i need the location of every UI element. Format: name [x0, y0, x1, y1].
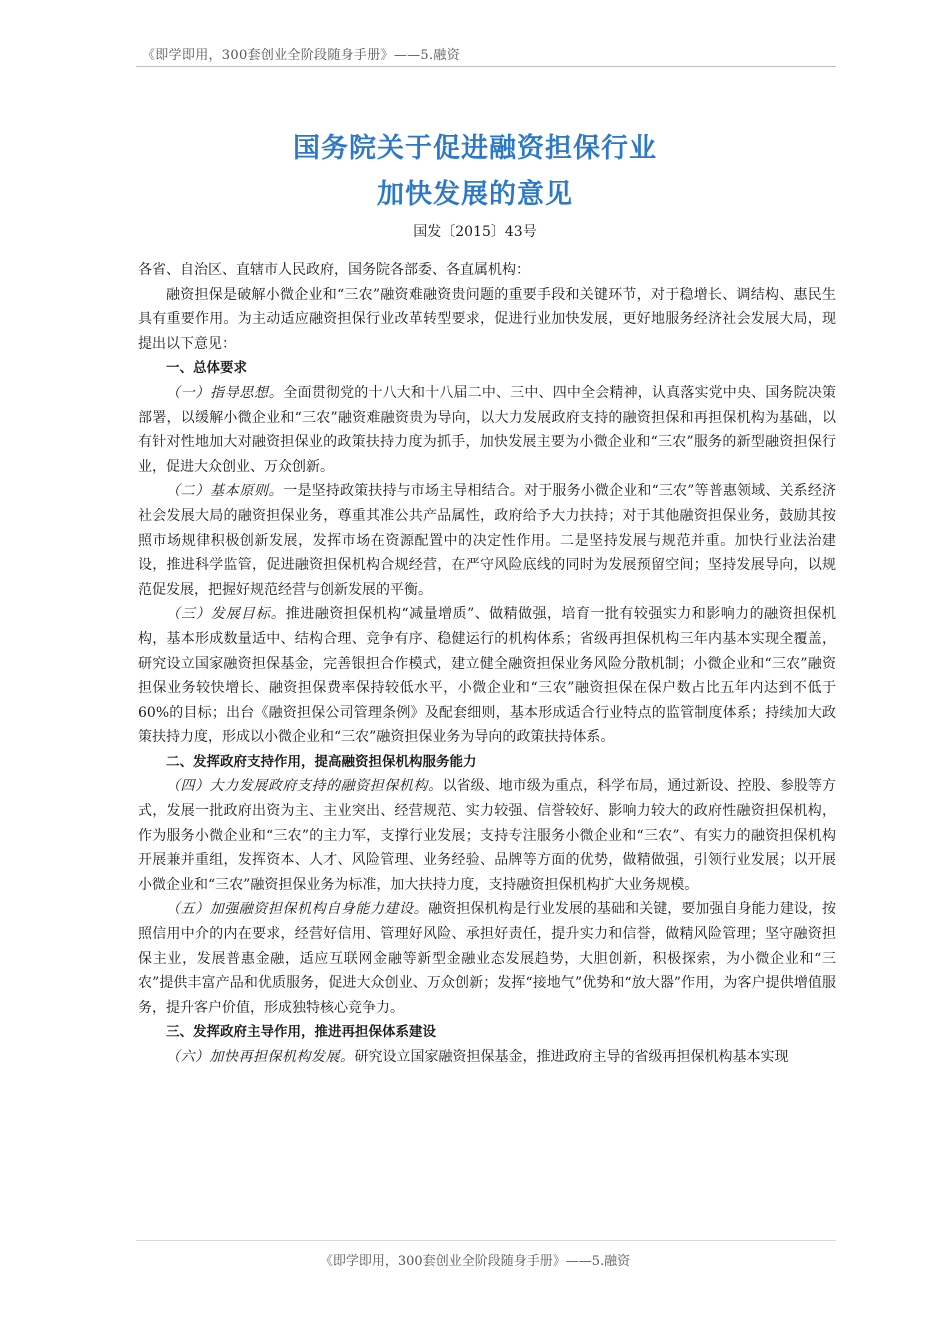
paragraph-4-text: 以省级、地市级为重点，科学布局，通过新设、控股、参股等方式，发展一批政府出资为主、主业突出、经营规范、实力较强、信誉较好、影响力较大的政府性融资担保机构，作为服务小微企业和“三农”的主力军，支撑行业发展；支持专注服务小微企业和“三农”、有实力的融资担保机构开展兼并重组，发挥资本、人才、风险管理、业务经验、品牌等方面的优势，做精做强，引领行业发展；以开展小微企业和“三农”融资担保业务为标准，加大扶持力度，支持融资担保机构扩大业务规模。 [138, 778, 836, 893]
paragraph-3-text: 推进融资担保机构“减量增质”、做精做强，培育一批有较强实力和影响力的融资担保机构，基本形成数量适中、结构合理、竞争有序、稳健运行的机构体系；省级再担保机构三年内基本实现全覆盖，研究设立国家融资担保基金，完善银担合作模式，建立健全融资担保业务风险分散机制；小微企业和“三农”融资担保业务较快增长、融资担保费率保持较低水平，小微企业和“三农”融资担保在保户数占比五年内达到不低于60%的目标；出台《融资担保公司管理条例》及配套细则，基本形成适合行业特点的监管制度体系；持续加大政策扶持力度，形成以小微企业和“三农”融资担保业务为导向的政策扶持体系。 [138, 606, 837, 746]
paragraph-2-text: 一是坚持政策扶持与市场主导相结合。对于服务小微企业和“三农”等普惠领域、关系经济社会发展大局的融资担保业务，尊重其准公共产品属性，政府给予大力扶持；对于其他融资担保业务，鼓励其按照市场规律积极创新发展，发挥市场在资源配置中的决定性作用。二是坚持发展与规范并重。加快行业法治建设，推进科学监管，促进融资担保机构合规经营，在严守风险底线的同时为发展预留空间；坚持发展导向，以规范促发展，把握好规范经营与创新发展的平衡。 [138, 483, 837, 598]
paragraph-3 [138, 602, 836, 750]
document-number: 国发〔2015〕43号 [413, 224, 537, 240]
addressee: 各省、自治区、直辖市人民政府，国务院各部委、各直属机构： [138, 262, 530, 278]
footer-divider [136, 1240, 836, 1241]
paragraph-5-text: 融资担保机构是行业发展的基础和关键，要加强自身能力建设，按照信用中介的内在要求，经营好信用、管理好风险、承担好责任，提升实力和信誉，做精风险管理；坚守融资担保主业，发展普惠金融，适应互联网金融等新型金融业态发展趋势，大胆创新，积极探索，为小微企业和“三农”提供丰富产品和优质服务，促进大众创业、万众创新；发挥“接地气”优势和“放大器”作用，为客户提供增值服务，提升客户价值，形成独特核心竞争力。 [138, 901, 837, 1016]
section-heading-2: 二、发挥政府支持作用，提高融资担保机构服务能力 [166, 753, 477, 770]
document-body [138, 258, 836, 1070]
paragraph-1 [138, 381, 836, 479]
paragraph-2 [138, 479, 836, 602]
paragraph-6-text: 研究设立国家融资担保基金，推进政府主导的省级再担保机构基本实现 [354, 1049, 789, 1065]
intro-paragraph: 融资担保是破解小微企业和“三农”融资难融资贵问题的重要手段和关键环节，对于稳增长、调结构、惠民生具有重要作用。为主动适应融资担保行业改革转型要求，促进行业加快发展，更好地服务经济社会发展大局，现提出以下意见： [138, 286, 836, 352]
paragraph-2-lead: （二）基本原则。 [166, 483, 284, 500]
running-header: 《即学即用，300套创业全阶段随身手册》——5.融资 [142, 48, 461, 63]
paragraph-4-lead: （四）大力发展政府支持的融资担保机构。 [166, 778, 443, 795]
document-title-line-2: 加快发展的意见 [377, 179, 573, 210]
section-heading-1: 一、总体要求 [166, 360, 247, 377]
paragraph-3-lead: （三）发展目标。 [166, 606, 286, 623]
paragraph-6 [138, 1045, 836, 1070]
paragraph-4 [138, 774, 836, 897]
paragraph-6-lead: （六）加快再担保机构发展。 [166, 1049, 355, 1065]
section-heading-3: 三、发挥政府主导作用，推进再担保体系建设 [166, 1024, 436, 1041]
document-title-line-1: 国务院关于促进融资担保行业 [293, 133, 657, 164]
paragraph-1-lead: （一）指导思想。 [166, 384, 284, 401]
running-footer: 《即学即用，300套创业全阶段随身手册》——5.融资 [319, 1254, 631, 1269]
paragraph-5 [138, 897, 836, 1020]
header-divider [136, 66, 836, 67]
paragraph-5-lead: （五）加强融资担保机构自身能力建设。 [166, 901, 429, 918]
paragraph-1-text: 全面贯彻党的十八大和十八届二中、三中、四中全会精神，认真落实党中央、国务院决策部署，以缓解小微企业和“三农”融资难融资贵为导向，以大力发展政府支持的融资担保和再担保机构为基础，以有针对性地加大对融资担保业的政策扶持力度为抓手，加快发展主要为小微企业和“三农”服务的新型融资担保行业，促进大众创业、万众创新。 [138, 384, 837, 475]
